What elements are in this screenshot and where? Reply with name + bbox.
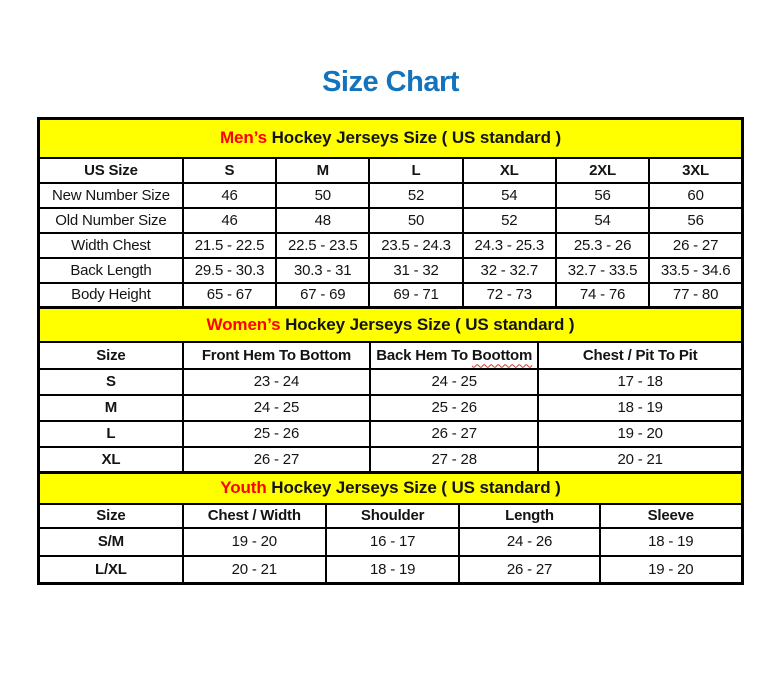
back-hem-misspelled-word: Boottom: [471, 346, 533, 364]
column-header-chest-width: Chest / Width: [183, 504, 326, 528]
size-label: S: [39, 369, 183, 395]
value-cell: 46: [183, 183, 276, 208]
table-row-old-number-size: [39, 208, 743, 233]
value-cell: 23.5 - 24.3: [369, 233, 462, 258]
value-cell: 50: [369, 208, 462, 233]
value-cell: 26 - 27: [370, 421, 538, 447]
value-cell: 19 - 20: [183, 528, 326, 556]
womens-banner-highlight: Women’s: [206, 314, 281, 334]
table-row-new-number-size: [39, 183, 743, 208]
value-cell: 23 - 24: [183, 369, 370, 395]
table-row-youth-sm: [39, 528, 743, 556]
value-cell: 16 - 17: [326, 528, 460, 556]
value-cell: 17 - 18: [538, 369, 742, 395]
value-cell: 24 - 26: [459, 528, 599, 556]
value-cell: 56: [556, 183, 649, 208]
value-cell: 29.5 - 30.3: [183, 258, 276, 283]
value-cell: 18 - 19: [600, 528, 743, 556]
column-header-s: S: [183, 158, 276, 183]
row-label: Width Chest: [39, 233, 183, 258]
column-header-length: Length: [459, 504, 599, 528]
womens-banner-text: Hockey Jerseys Size ( US standard ): [285, 314, 575, 334]
column-header-sleeve: Sleeve: [600, 504, 743, 528]
value-cell: 52: [369, 183, 462, 208]
value-cell: 54: [556, 208, 649, 233]
mens-banner-text: Hockey Jerseys Size ( US standard ): [271, 128, 562, 148]
table-row-womens-s: [39, 369, 743, 395]
value-cell: 24 - 25: [183, 395, 370, 421]
value-cell: 25 - 26: [183, 421, 370, 447]
page-title: Size Chart: [322, 66, 459, 98]
row-label: Back Length: [39, 258, 183, 283]
value-cell: 19 - 20: [600, 556, 743, 584]
value-cell: 21.5 - 22.5: [183, 233, 276, 258]
back-hem-label-prefix: Back Hem To: [376, 346, 468, 364]
size-label: L/XL: [39, 556, 183, 584]
value-cell: 74 - 76: [556, 283, 649, 308]
size-label: S/M: [39, 528, 183, 556]
value-cell: 33.5 - 34.6: [649, 258, 742, 283]
mens-header-row: [39, 158, 743, 183]
size-label: XL: [39, 447, 183, 473]
column-header-chest-pit: Chest / Pit To Pit: [538, 342, 742, 369]
womens-banner: [39, 308, 743, 342]
value-cell: 32 - 32.7: [463, 258, 556, 283]
mens-size-table: [37, 117, 744, 309]
value-cell: 30.3 - 31: [276, 258, 369, 283]
value-cell: 27 - 28: [370, 447, 538, 473]
value-cell: 65 - 67: [183, 283, 276, 308]
value-cell: 18 - 19: [538, 395, 742, 421]
value-cell: 32.7 - 33.5: [556, 258, 649, 283]
table-row-body-height: [39, 283, 743, 308]
value-cell: 24.3 - 25.3: [463, 233, 556, 258]
womens-banner-row: [39, 308, 743, 342]
value-cell: 26 - 27: [459, 556, 599, 584]
womens-header-row: [39, 342, 743, 369]
row-label: Body Height: [39, 283, 183, 308]
column-header-2xl: 2XL: [556, 158, 649, 183]
size-label: M: [39, 395, 183, 421]
column-header-3xl: 3XL: [649, 158, 742, 183]
value-cell: 31 - 32: [369, 258, 462, 283]
value-cell: 69 - 71: [369, 283, 462, 308]
row-label: Old Number Size: [39, 208, 183, 233]
column-header-l: L: [369, 158, 462, 183]
table-row-womens-l: [39, 421, 743, 447]
table-row-youth-lxl: [39, 556, 743, 584]
table-row-womens-m: [39, 395, 743, 421]
value-cell: 67 - 69: [276, 283, 369, 308]
youth-size-table: [37, 471, 744, 585]
value-cell: 20 - 21: [538, 447, 742, 473]
column-header-size: Size: [39, 342, 183, 369]
mens-banner: [39, 119, 743, 158]
mens-banner-row: [39, 119, 743, 158]
column-header-size: Size: [39, 504, 183, 528]
value-cell: 56: [649, 208, 742, 233]
value-cell: 26 - 27: [183, 447, 370, 473]
value-cell: 18 - 19: [326, 556, 460, 584]
youth-banner-row: [39, 473, 743, 504]
womens-size-table: [37, 306, 744, 474]
column-header-m: M: [276, 158, 369, 183]
value-cell: 20 - 21: [183, 556, 326, 584]
youth-banner-text: Hockey Jerseys Size ( US standard ): [271, 478, 561, 498]
value-cell: 50: [276, 183, 369, 208]
size-label: L: [39, 421, 183, 447]
youth-banner: [39, 473, 743, 504]
column-header-us-size: US Size: [39, 158, 183, 183]
value-cell: 25.3 - 26: [556, 233, 649, 258]
value-cell: 19 - 20: [538, 421, 742, 447]
table-row-back-length: [39, 258, 743, 283]
value-cell: 52: [463, 208, 556, 233]
table-row-womens-xl: [39, 447, 743, 473]
value-cell: 54: [463, 183, 556, 208]
row-label: New Number Size: [39, 183, 183, 208]
value-cell: 25 - 26: [370, 395, 538, 421]
value-cell: 26 - 27: [649, 233, 742, 258]
youth-banner-highlight: Youth: [220, 478, 267, 498]
column-header-xl: XL: [463, 158, 556, 183]
column-header-front-hem: Front Hem To Bottom: [183, 342, 370, 369]
column-header-back-hem: [370, 342, 538, 369]
mens-banner-highlight: Men’s: [219, 128, 267, 148]
value-cell: 48: [276, 208, 369, 233]
value-cell: 46: [183, 208, 276, 233]
value-cell: 22.5 - 23.5: [276, 233, 369, 258]
table-row-width-chest: [39, 233, 743, 258]
youth-header-row: [39, 504, 743, 528]
value-cell: 60: [649, 183, 742, 208]
value-cell: 24 - 25: [370, 369, 538, 395]
column-header-shoulder: Shoulder: [326, 504, 460, 528]
value-cell: 72 - 73: [463, 283, 556, 308]
value-cell: 77 - 80: [649, 283, 742, 308]
